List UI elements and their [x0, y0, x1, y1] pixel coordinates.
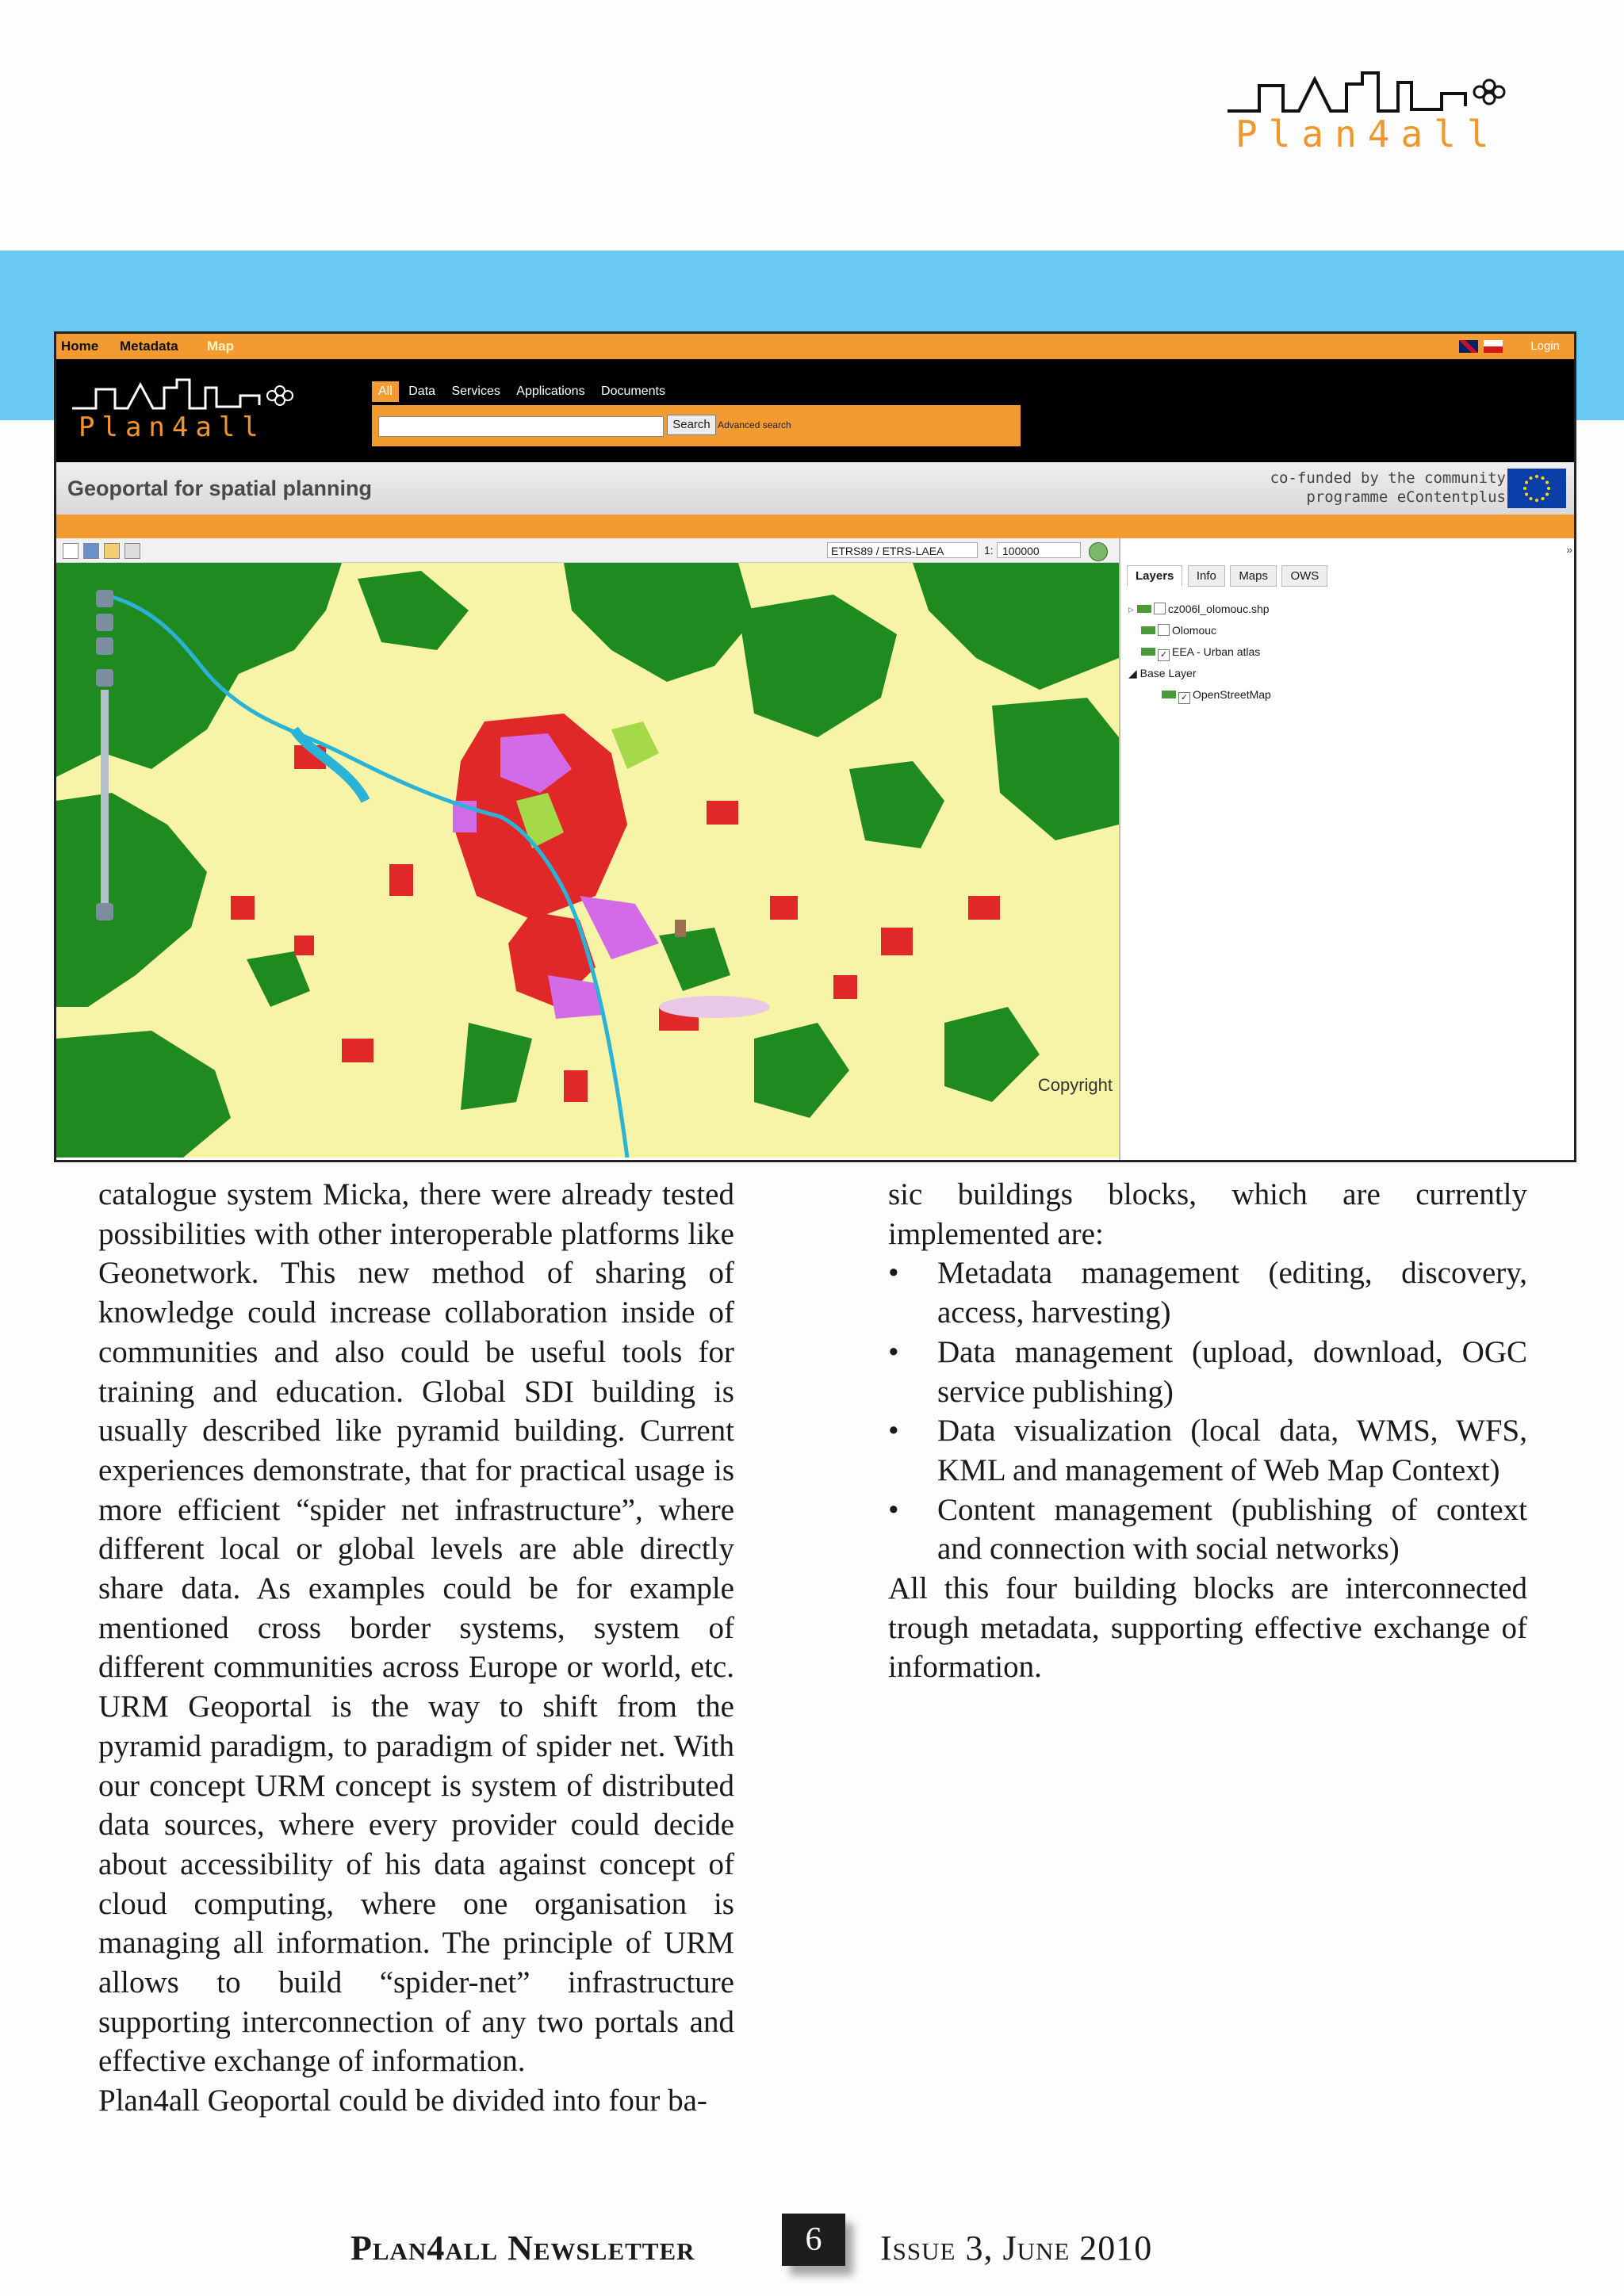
- tab-info[interactable]: Info: [1188, 565, 1225, 587]
- portal-header: [56, 359, 1574, 462]
- bullet-icon: •: [888, 1492, 899, 1527]
- newsletter-title: Plan4all Newsletter: [350, 2229, 695, 2267]
- layer-row[interactable]: [1128, 620, 1271, 641]
- tab-layers[interactable]: Layers: [1127, 565, 1182, 587]
- zoom-control[interactable]: [93, 590, 117, 923]
- search-tabs: [372, 381, 1021, 405]
- eu-flag-icon: [1507, 469, 1566, 508]
- layer-row[interactable]: ▹ cz006l_olomouc.shp: [1128, 603, 1270, 615]
- bullet-icon: •: [888, 1256, 899, 1291]
- layer-label: OpenStreetMap: [1193, 688, 1271, 701]
- left-column: [98, 1175, 734, 2121]
- layer-checkbox[interactable]: [1158, 624, 1170, 636]
- language-flags: [1457, 340, 1503, 354]
- uk-flag-icon[interactable]: [1459, 340, 1478, 353]
- tab-applications[interactable]: Applications: [516, 385, 585, 398]
- nav-map[interactable]: Map: [207, 339, 234, 354]
- tab-services[interactable]: Services: [451, 385, 500, 398]
- globe-icon[interactable]: [1089, 542, 1108, 561]
- layer-icon: [1141, 648, 1155, 656]
- scale-prefix: 1:: [984, 544, 994, 557]
- layer-checkbox-checked[interactable]: ✓: [1178, 692, 1190, 704]
- issue-info: Issue 3, June 2010: [880, 2229, 1153, 2267]
- scale-select[interactable]: 100000: [997, 542, 1081, 558]
- print-icon[interactable]: [124, 543, 140, 559]
- bullet-item: [888, 1253, 1527, 1332]
- body-paragraph: All this four building blocks are interconnected trough metadata, supporting effective exchange of information.: [888, 1571, 1527, 1685]
- bullet-item: [888, 1411, 1527, 1490]
- bullet-text: Data management (upload, download, OGC service publishing): [937, 1334, 1527, 1409]
- map-toolbar: [56, 538, 1119, 563]
- tab-ows[interactable]: OWS: [1281, 565, 1327, 587]
- projection-select[interactable]: ETRS89 / ETRS-LAEA: [827, 542, 978, 558]
- body-paragraph: sic buildings blocks, which are currently implemented are:: [888, 1177, 1527, 1251]
- skyline-icon: [1228, 63, 1529, 119]
- orange-divider: [56, 515, 1574, 538]
- map-canvas: [56, 563, 1119, 1158]
- expand-icon[interactable]: »: [1566, 543, 1572, 556]
- portal-logo-text: Plan4all: [79, 411, 266, 443]
- bullet-text: Data visualization (local data, WMS, WFS, KML and management of Web Map Context): [937, 1414, 1527, 1487]
- search-panel: [372, 381, 1021, 446]
- search-input[interactable]: [378, 416, 664, 437]
- layer-group-label: Base Layer: [1139, 667, 1197, 679]
- cofunded-note: [1270, 469, 1506, 507]
- cofunded-line-1: co-funded by the community: [1270, 469, 1506, 487]
- bullet-text: Metadata management (editing, discovery, access, harvesting): [937, 1256, 1527, 1330]
- layer-row[interactable]: [1128, 684, 1271, 706]
- layer-label: Olomouc: [1172, 624, 1217, 637]
- bullet-icon: •: [888, 1334, 899, 1369]
- plan4all-logo: [1228, 63, 1529, 159]
- page-footer: [0, 2214, 1624, 2277]
- cofunded-line-2: programme eContentplus: [1306, 488, 1506, 506]
- tab-all[interactable]: All: [372, 381, 399, 402]
- layer-tabs: [1127, 565, 1329, 587]
- new-icon[interactable]: [63, 543, 79, 559]
- logo-text: Plan4all: [1235, 113, 1500, 155]
- bullet-item: [888, 1490, 1527, 1569]
- search-box: [372, 405, 1021, 446]
- layer-label: cz006l_olomouc.shp: [1167, 603, 1270, 615]
- login-link[interactable]: Login: [1530, 339, 1560, 353]
- portal-logo: [72, 373, 310, 453]
- skyline-icon: [72, 373, 310, 413]
- bullet-item: [888, 1333, 1527, 1411]
- bullet-icon: •: [888, 1414, 899, 1448]
- tab-data[interactable]: Data: [408, 385, 436, 398]
- open-icon[interactable]: [104, 543, 120, 559]
- bullet-text: Content management (publishing of context and connection with social networks): [937, 1492, 1527, 1567]
- layer-icon: [1137, 605, 1151, 613]
- layer-label: EEA - Urban atlas: [1172, 645, 1261, 658]
- map-copyright: Copyright: [1037, 1075, 1113, 1095]
- body-paragraph: catalogue system Micka, there were already tested possibilities with other interoperable platforms like Geonetwork. This new method of sharing of knowledge could increase collaboration inside of communities and also could be useful tools for training and education. Global SDI building is usually described like pyramid building. Current experiences demonstrate, that for practical usage is more efficient “spider net infrastructure”, where different local or global levels are able directly share data. As examples could be for example mentioned cross border systems, system of different communities across Europe or world, etc. URM Geoportal is the way to shift from the pyramid paradigm, to paradigm of spider net. With our concept URM concept is system of distributed data sources, where every provider could decide about accessibility of his data against concept of cloud computing, where one organisation is managing all information. The principle of URM allows to build “spider-net” infrastructure supporting interconnection of any two portals and effective exchange of information.: [98, 1177, 734, 2079]
- tab-maps[interactable]: Maps: [1230, 565, 1277, 587]
- layer-row[interactable]: [1128, 641, 1271, 663]
- portal-title-bar: [56, 462, 1574, 515]
- right-column: [888, 1175, 1527, 1687]
- layers-panel: [1119, 538, 1576, 1160]
- geoportal-screenshot: [54, 331, 1576, 1162]
- land-use-map[interactable]: [56, 563, 1119, 1158]
- portal-title: Geoportal for spatial planning: [67, 476, 373, 500]
- layer-group[interactable]: ◢ Base Layer: [1128, 667, 1197, 679]
- body-paragraph: Plan4all Geoportal could be divided into four ba-: [98, 2084, 707, 2118]
- save-icon[interactable]: [83, 543, 99, 559]
- advanced-search-link[interactable]: Advanced search: [718, 419, 791, 430]
- layer-icon: [1162, 691, 1176, 698]
- top-nav: [56, 334, 1574, 359]
- nav-home[interactable]: Home: [61, 339, 99, 354]
- page-number: 6: [782, 2214, 845, 2266]
- layer-checkbox[interactable]: [1154, 603, 1166, 614]
- layer-icon: [1141, 626, 1155, 634]
- layer-tree: [1128, 599, 1271, 706]
- tab-documents[interactable]: Documents: [601, 385, 665, 398]
- nav-metadata[interactable]: Metadata: [120, 339, 178, 354]
- search-button[interactable]: Search: [667, 415, 716, 435]
- layer-checkbox-checked[interactable]: ✓: [1158, 649, 1170, 661]
- cz-flag-icon[interactable]: [1484, 340, 1503, 353]
